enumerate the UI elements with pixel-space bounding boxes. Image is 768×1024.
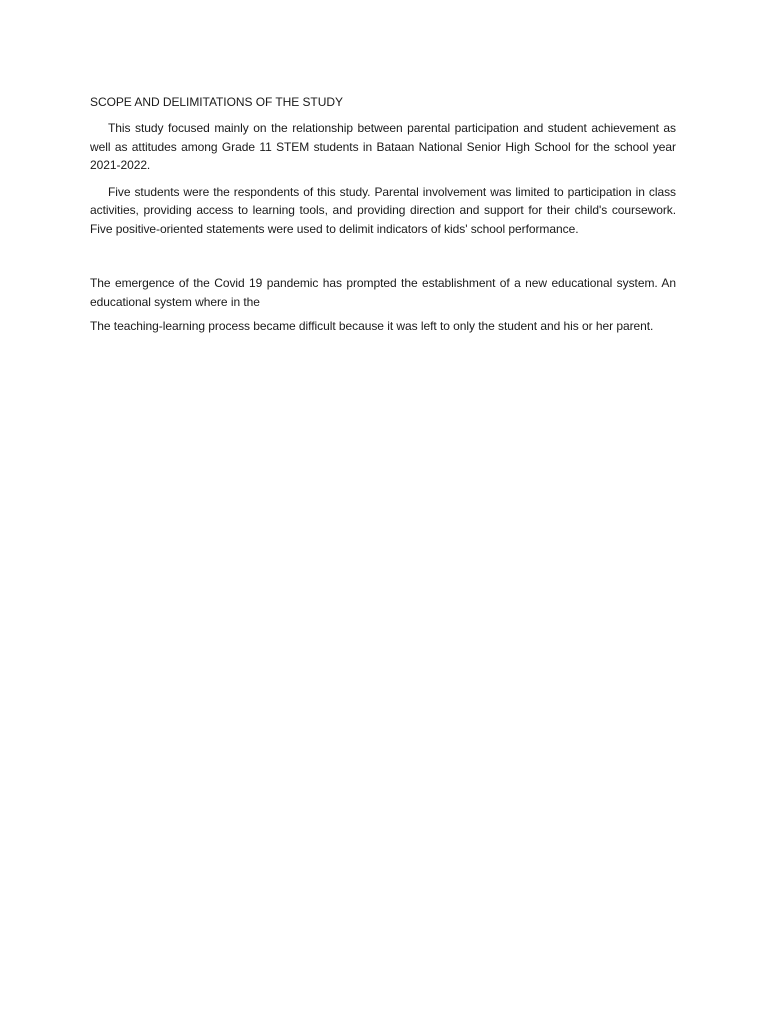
paragraph-covid: The emergence of the Covid 19 pandemic has prompted the establishment of a new educational system. An educational system where in the — [90, 276, 676, 309]
paragraph-teaching-learning: The teaching-learning process became difficult because it was left to only the student and his or her parent. — [90, 319, 654, 333]
paragraph-scope: This study focused mainly on the relationship between parental participation and student achievement as well as attitudes among Grade 11 STEM students in Bataan National Senior High School for the school year 2021-2022. — [90, 121, 676, 172]
paragraph-spacer — [90, 246, 676, 274]
paragraph-delimitations: Five students were the respondents of this study. Parental involvement was limited to participation in class activities, providing access to learning tools, and providing direction and support for their child's coursework. Five positive-oriented statements were used to delimit indicators of kids' school performance. — [90, 184, 676, 236]
document-body — [90, 93, 676, 344]
section-heading: SCOPE AND DELIMITATIONS OF THE STUDY — [90, 95, 343, 109]
